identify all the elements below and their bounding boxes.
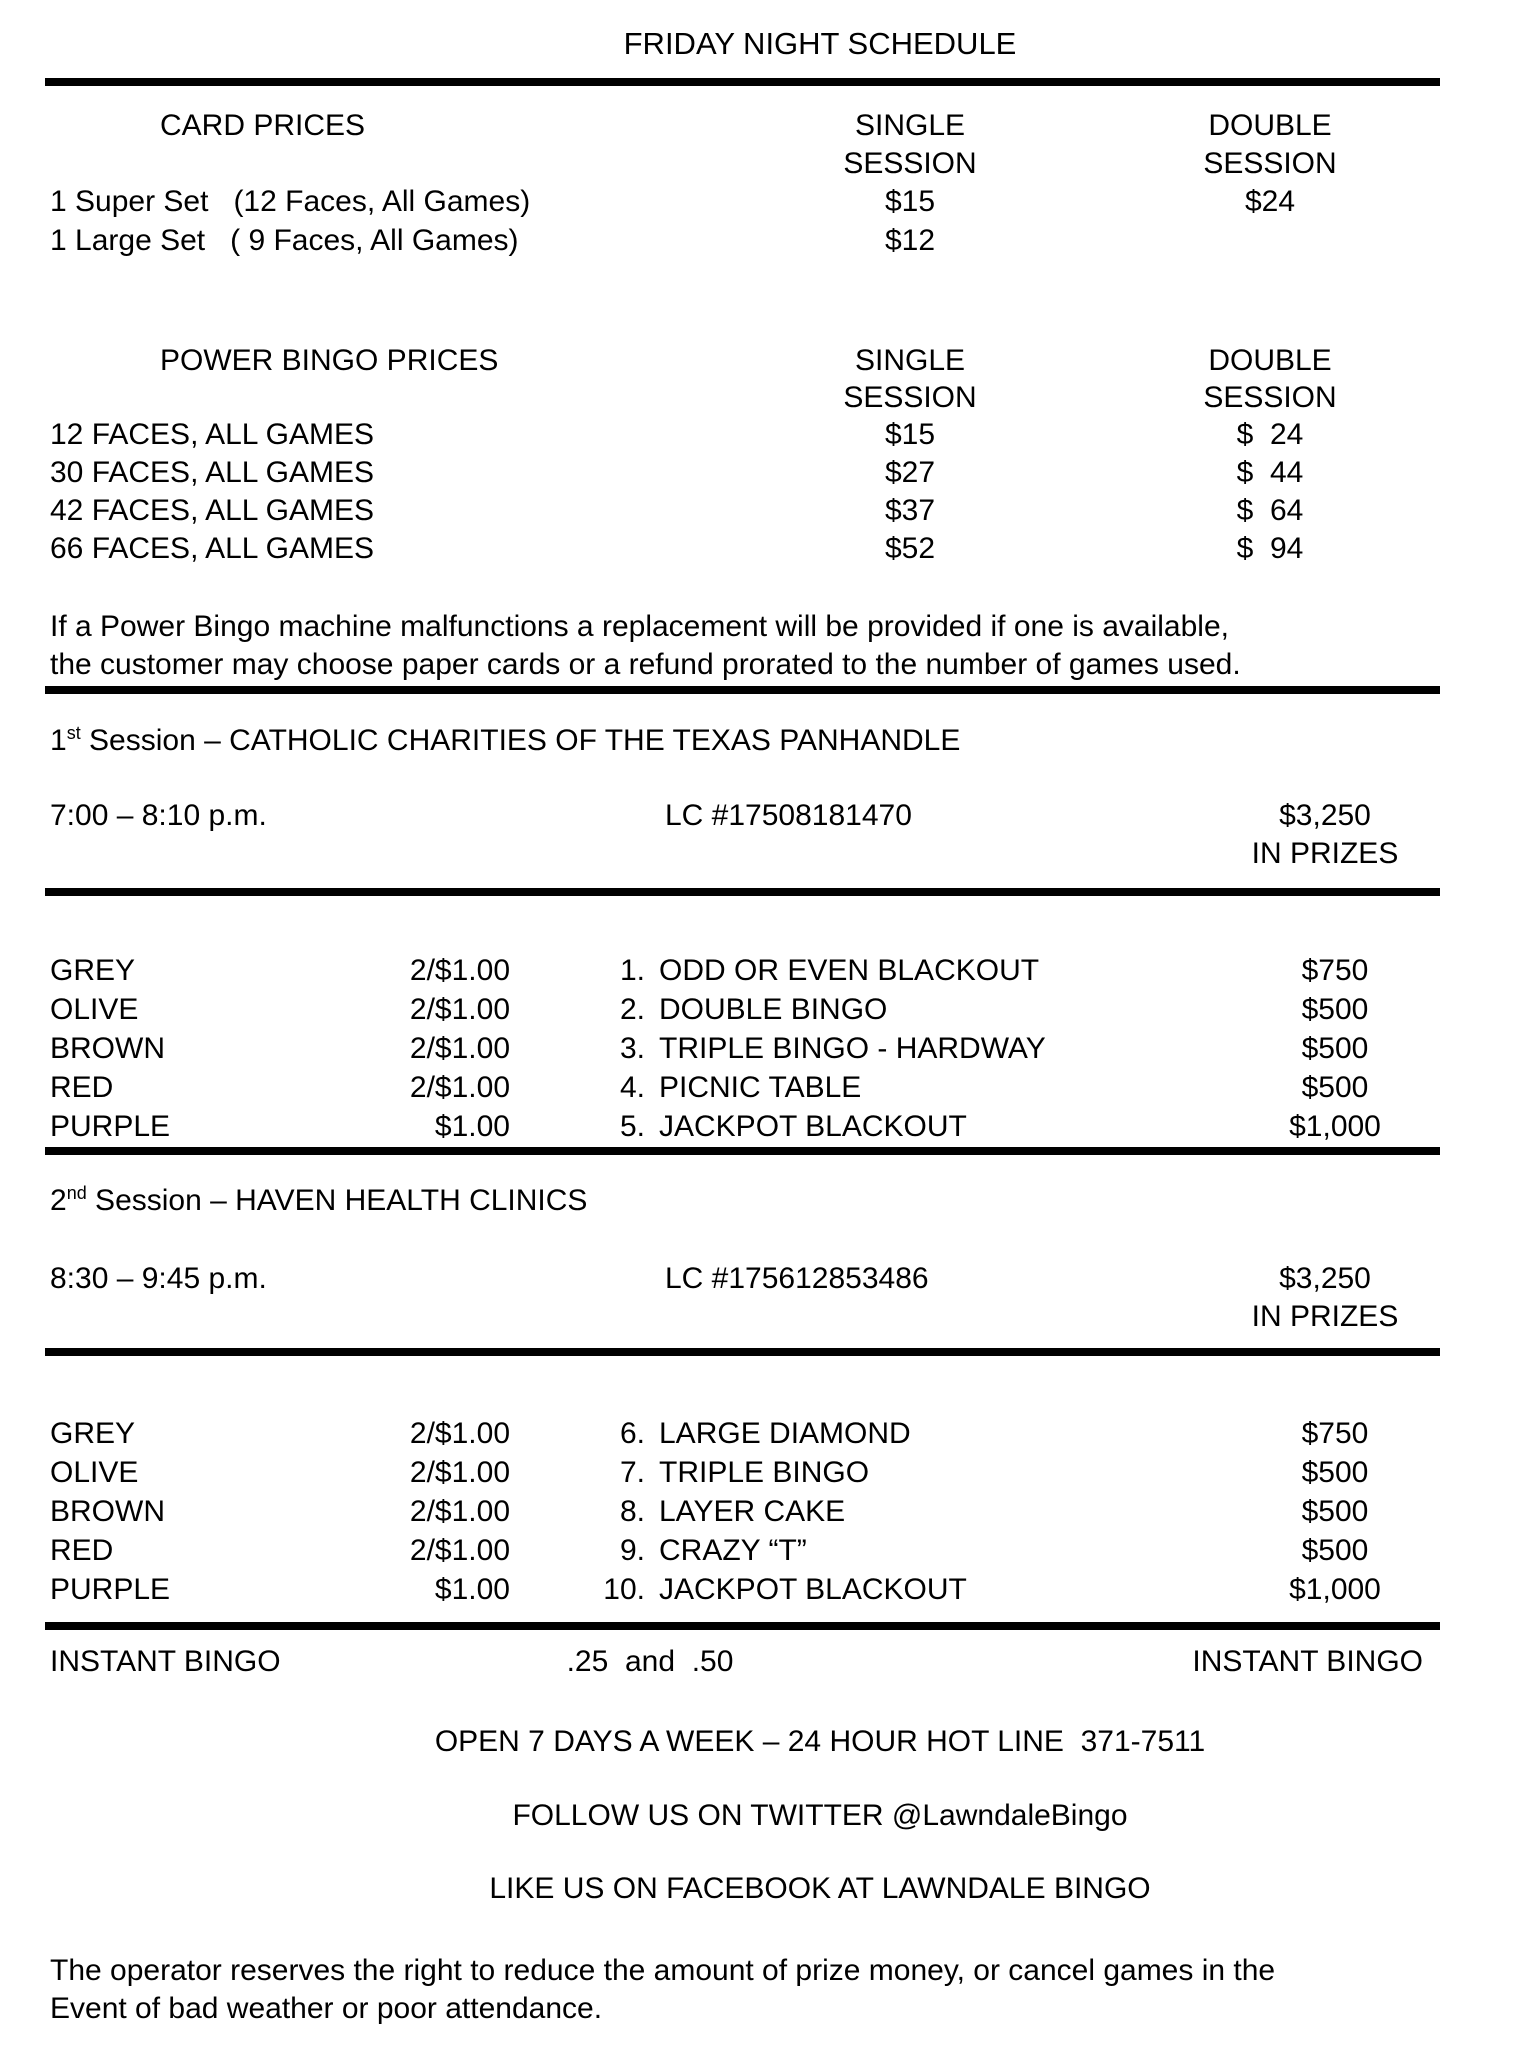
facebook-line: LIKE US ON FACEBOOK AT LAWNDALE BINGO — [489, 1872, 1151, 1905]
single-price: $27 — [884, 456, 936, 489]
game-name: CRAZY “T” — [659, 1534, 807, 1567]
game-prize: $1,000 — [1289, 1110, 1381, 1143]
game-color: PURPLE — [50, 1573, 171, 1606]
session1-time: 7:00 – 8:10 p.m. — [50, 799, 267, 832]
table-row — [0, 1415, 1517, 1454]
table-row — [0, 492, 1517, 531]
table-row — [0, 1030, 1517, 1069]
table-row — [0, 222, 1517, 261]
table-row — [0, 952, 1517, 991]
game-prize: $500 — [1301, 993, 1369, 1026]
game-color: GREY — [50, 1417, 136, 1450]
game-number: 2. — [619, 993, 645, 1026]
instant-bingo-left-label: INSTANT BINGO — [50, 1645, 281, 1678]
game-number: 1. — [619, 954, 645, 987]
machine-note-line2: the customer may choose paper cards or a refund prorated to the number of games used. — [50, 648, 1241, 681]
divider-rule-session2 — [45, 1147, 1440, 1155]
session2-prize-total: $3,250 — [1279, 1262, 1371, 1295]
table-row — [0, 1493, 1517, 1532]
game-prize: $500 — [1301, 1032, 1369, 1065]
game-price: 2/$1.00 — [409, 1417, 510, 1450]
game-prize: $500 — [1301, 1495, 1369, 1528]
game-price: 2/$1.00 — [409, 1071, 510, 1104]
game-price: 2/$1.00 — [409, 1456, 510, 1489]
game-color: BROWN — [50, 1032, 165, 1065]
session1-prize-caption: IN PRIZES — [1251, 837, 1399, 870]
double-session-header-line2: SESSION — [1203, 147, 1337, 180]
double-price: $ 64 — [1236, 494, 1304, 527]
single-price: $15 — [884, 418, 936, 451]
table-row — [0, 1069, 1517, 1108]
page-title: FRIDAY NIGHT SCHEDULE — [623, 26, 1017, 61]
game-price: $1.00 — [434, 1110, 510, 1143]
game-color: OLIVE — [50, 993, 139, 1026]
game-number: 5. — [619, 1110, 645, 1143]
session2-name: Session – HAVEN HEALTH CLINICS — [86, 1184, 588, 1217]
game-prize: $500 — [1301, 1071, 1369, 1104]
single-session-header: SINGLE — [854, 344, 966, 377]
game-prize: $500 — [1301, 1456, 1369, 1489]
game-prize: $750 — [1301, 954, 1369, 987]
session2-games-table — [0, 1415, 1517, 1615]
game-color: BROWN — [50, 1495, 165, 1528]
session1-ordinal: 1 — [50, 724, 67, 757]
game-price: 2/$1.00 — [409, 1032, 510, 1065]
divider-rule-top — [45, 78, 1440, 86]
power-bingo-table — [0, 342, 1517, 582]
game-name: JACKPOT BLACKOUT — [659, 1110, 967, 1143]
game-name: TRIPLE BINGO — [659, 1456, 870, 1489]
game-name: TRIPLE BINGO - HARDWAY — [659, 1032, 1046, 1065]
faces-label: 66 FACES, ALL GAMES — [50, 532, 375, 565]
game-color: PURPLE — [50, 1110, 171, 1143]
game-name: DOUBLE BINGO — [659, 993, 888, 1026]
session1-ordinal-suffix: st — [66, 723, 81, 743]
game-name: LARGE DIAMOND — [659, 1417, 911, 1450]
game-name: PICNIC TABLE — [659, 1071, 862, 1104]
double-session-header-line2: SESSION — [1203, 381, 1337, 414]
table-row — [0, 183, 1517, 222]
game-prize: $750 — [1301, 1417, 1369, 1450]
disclaimer-line2: Event of bad weather or poor attendance. — [50, 1992, 603, 2025]
game-color: GREY — [50, 954, 136, 987]
power-bingo-header-row — [0, 342, 1517, 381]
game-number: 10. — [603, 1573, 645, 1606]
divider-rule-session2-games — [45, 1348, 1440, 1356]
game-price: 2/$1.00 — [409, 954, 510, 987]
game-color: RED — [50, 1071, 114, 1104]
table-row — [0, 530, 1517, 569]
double-price: $24 — [1244, 185, 1296, 218]
single-price: $15 — [884, 185, 936, 218]
game-number: 7. — [619, 1456, 645, 1489]
game-number: 8. — [619, 1495, 645, 1528]
faces-label: 30 FACES, ALL GAMES — [50, 456, 375, 489]
power-bingo-heading: POWER BINGO PRICES — [160, 344, 499, 377]
double-session-header: DOUBLE — [1208, 109, 1332, 142]
single-session-header-line2: SESSION — [843, 381, 977, 414]
game-number: 3. — [619, 1032, 645, 1065]
hotline-line: OPEN 7 DAYS A WEEK – 24 HOUR HOT LINE 371-7511 — [434, 1725, 1206, 1758]
instant-bingo-prices: .25 and .50 — [566, 1645, 734, 1678]
game-name: ODD OR EVEN BLACKOUT — [659, 954, 1040, 987]
card-prices-heading: CARD PRICES — [160, 109, 366, 142]
double-price: $ 44 — [1236, 456, 1304, 489]
game-price: 2/$1.00 — [409, 1495, 510, 1528]
faces-label: 12 FACES, ALL GAMES — [50, 418, 375, 451]
single-price: $37 — [884, 494, 936, 527]
table-row — [0, 1571, 1517, 1610]
game-prize: $1,000 — [1289, 1573, 1381, 1606]
machine-note-line1: If a Power Bingo machine malfunctions a replacement will be provided if one is available, — [50, 610, 1229, 643]
session2-time: 8:30 – 9:45 p.m. — [50, 1262, 267, 1295]
table-row — [0, 1108, 1517, 1147]
session1-games-table — [0, 952, 1517, 1152]
game-color: OLIVE — [50, 1456, 139, 1489]
game-price: 2/$1.00 — [409, 1534, 510, 1567]
double-price: $ 24 — [1236, 418, 1304, 451]
instant-bingo-right-label: INSTANT BINGO — [1192, 1645, 1423, 1678]
single-price: $52 — [884, 532, 936, 565]
session2-license: LC #175612853486 — [665, 1262, 929, 1295]
game-number: 9. — [619, 1534, 645, 1567]
card-set-label: 1 Large Set ( 9 Faces, All Games) — [50, 224, 519, 257]
card-prices-table — [0, 107, 1517, 267]
divider-rule-session1-games — [45, 888, 1440, 896]
session1-license: LC #17508181470 — [665, 799, 912, 832]
faces-label: 42 FACES, ALL GAMES — [50, 494, 375, 527]
divider-rule-instant — [45, 1622, 1440, 1630]
session2-ordinal: 2 — [50, 1184, 67, 1217]
session2-ordinal-suffix: nd — [66, 1183, 87, 1203]
session1-prize-total: $3,250 — [1279, 799, 1371, 832]
power-bingo-header-row2 — [0, 379, 1517, 418]
game-color: RED — [50, 1534, 114, 1567]
game-number: 4. — [619, 1071, 645, 1104]
table-row — [0, 1454, 1517, 1493]
divider-rule-session1 — [45, 686, 1440, 694]
session1-name: Session – CATHOLIC CHARITIES OF THE TEXAS PANHANDLE — [80, 724, 961, 757]
table-row — [0, 1532, 1517, 1571]
double-price: $ 94 — [1236, 532, 1304, 565]
card-set-label: 1 Super Set (12 Faces, All Games) — [50, 185, 531, 218]
disclaimer-line1: The operator reserves the right to reduce the amount of prize money, or cancel games in the — [50, 1954, 1276, 1987]
table-row — [0, 416, 1517, 455]
single-price: $12 — [884, 224, 936, 257]
game-price: 2/$1.00 — [409, 993, 510, 1026]
single-session-header-line2: SESSION — [843, 147, 977, 180]
session2-prize-caption: IN PRIZES — [1251, 1300, 1399, 1333]
table-row — [0, 991, 1517, 1030]
game-number: 6. — [619, 1417, 645, 1450]
single-session-header: SINGLE — [854, 109, 966, 142]
game-price: $1.00 — [434, 1573, 510, 1606]
card-prices-header-row — [0, 107, 1517, 146]
game-name: JACKPOT BLACKOUT — [659, 1573, 967, 1606]
table-row — [0, 454, 1517, 493]
twitter-line: FOLLOW US ON TWITTER @LawndaleBingo — [512, 1799, 1128, 1832]
card-prices-header-row2 — [0, 145, 1517, 184]
game-name: LAYER CAKE — [659, 1495, 846, 1528]
session1-heading — [50, 722, 960, 760]
session2-heading — [50, 1182, 587, 1220]
game-prize: $500 — [1301, 1534, 1369, 1567]
double-session-header: DOUBLE — [1208, 344, 1332, 377]
